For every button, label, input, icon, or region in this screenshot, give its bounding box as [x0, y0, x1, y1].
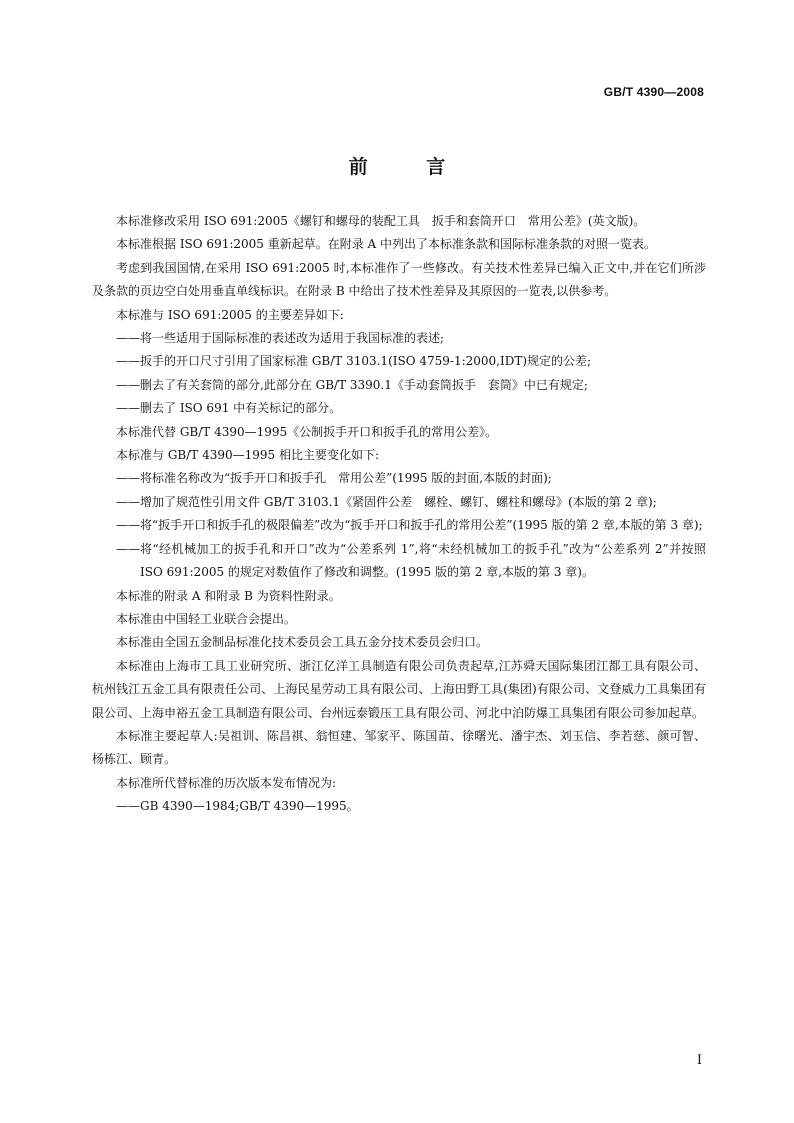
list-item-text: 将“经机械加工的扳手孔和开口”改为“公差系列 1”,将“未经机械加工的扳手孔”改为“公差系列 2”并按照 ISO 691:2005 的规定对数值作了修改和调整。(1995 版的第 2 章,本版的第 3 章)。: [140, 541, 706, 580]
paragraph: 本标准与 ISO 691:2005 的主要差异如下:: [116, 307, 344, 322]
list-item-text: 将标准名称改为“扳手开口和扳手孔 常用公差”(1995 版的封面,本版的封面);: [140, 471, 552, 486]
list-item-text: 将一些适用于国际标准的表述改为适用于我国标准的表述;: [140, 331, 445, 346]
paragraph: 本标准根据 ISO 691:2005 重新起草。在附录 A 中列出了本标准条款和国际标准条款的对照一览表。: [116, 237, 657, 252]
foreword-body: [92, 210, 706, 819]
list-item-text: 删去了有关套筒的部分,此部分在 GB/T 3390.1《手动套筒扳手 套筒》中已有规定;: [140, 377, 588, 392]
dash-list-item: [92, 350, 706, 373]
dash-marker: ——: [116, 331, 140, 346]
dash-list-item: [92, 795, 706, 818]
dash-list-item: [92, 397, 706, 420]
dash-marker: ——: [116, 799, 140, 814]
dash-marker: ——: [116, 494, 140, 509]
list-item-text: 将“扳手开口和扳手孔的极限偏差”改为“扳手开口和扳手孔的常用公差”(1995 版的第 2 章,本版的第 3 章);: [140, 518, 703, 533]
dash-marker: ——: [116, 354, 140, 369]
paragraph: 本标准由中国轻工业联合会提出。: [116, 611, 297, 626]
list-item-text: 扳手的开口尺寸引用了国家标准 GB/T 3103.1(ISO 4759-1:2000,IDT)规定的公差;: [140, 354, 592, 369]
dash-marker: ——: [116, 471, 140, 486]
dash-marker: ——: [116, 377, 140, 392]
dash-list-item: [92, 514, 706, 537]
dash-list-item: [92, 374, 706, 397]
dash-marker: ——: [116, 541, 140, 556]
standard-code: GB/T 4390—2008: [603, 85, 704, 99]
paragraph: 本标准的附录 A 和附录 B 为资料性附录。: [116, 588, 341, 603]
list-item-text: 增加了规范性引用文件 GB/T 3103.1《紧固件公差 螺栓、螺钉、螺柱和螺母》(本版的第 2 章);: [140, 494, 657, 509]
list-item-text: 删去了 ISO 691 中有关标记的部分。: [140, 401, 342, 416]
paragraph: 考虑到我国国情,在采用 ISO 691:2005 时,本标准作了一些修改。有关技术性差异已编入正文中,并在它们所涉及条款的页边空白处用垂直单线标识。在附录 B 中给出了技术性差异及其原因的一览表,以供参考。: [92, 260, 706, 299]
list-item-text: GB 4390—1984;GB/T 4390—1995。: [140, 799, 359, 814]
page-number: I: [696, 1053, 702, 1068]
page-title: 前 言: [348, 156, 472, 178]
paragraph: 本标准主要起草人:吴祖训、陈昌祺、翁恒建、邹家平、陈国苗、徐曙光、潘宇杰、刘玉信、李若慈、颜可智、杨栋江、顾青。: [92, 728, 706, 767]
dash-marker: ——: [116, 401, 140, 416]
paragraph: 本标准由全国五金制品标准化技术委员会工具五金分技术委员会归口。: [116, 635, 489, 650]
paragraph: 本标准与 GB/T 4390—1995 相比主要变化如下:: [116, 448, 380, 463]
paragraph: 本标准代替 GB/T 4390—1995《公制扳手开口和扳手孔的常用公差》。: [116, 424, 498, 439]
paragraph: 本标准由上海市工具工业研究所、浙江亿洋工具制造有限公司负责起草,江苏舜天国际集团江都工具有限公司、杭州钱江五金工具有限责任公司、上海民星劳动工具有限公司、上海田野工具(集团)有限公司、文登威力工具集团有限公司、上海申裕五金工具制造有限公司、台州远泰锻压工具有限公司、河北中泊防爆工具集团有限公司参加起草。: [92, 658, 706, 720]
dash-list-item: [92, 327, 706, 350]
dash-list-item: [92, 538, 706, 585]
dash-list-item: [92, 467, 706, 490]
paragraph: 本标准修改采用 ISO 691:2005《螺钉和螺母的装配工具 扳手和套筒开口 常用公差》(英文版)。: [116, 214, 646, 228]
paragraph: 本标准所代替标准的历次版本发布情况为:: [116, 775, 337, 790]
dash-marker: ——: [116, 518, 140, 533]
dash-list-item: [92, 491, 706, 514]
